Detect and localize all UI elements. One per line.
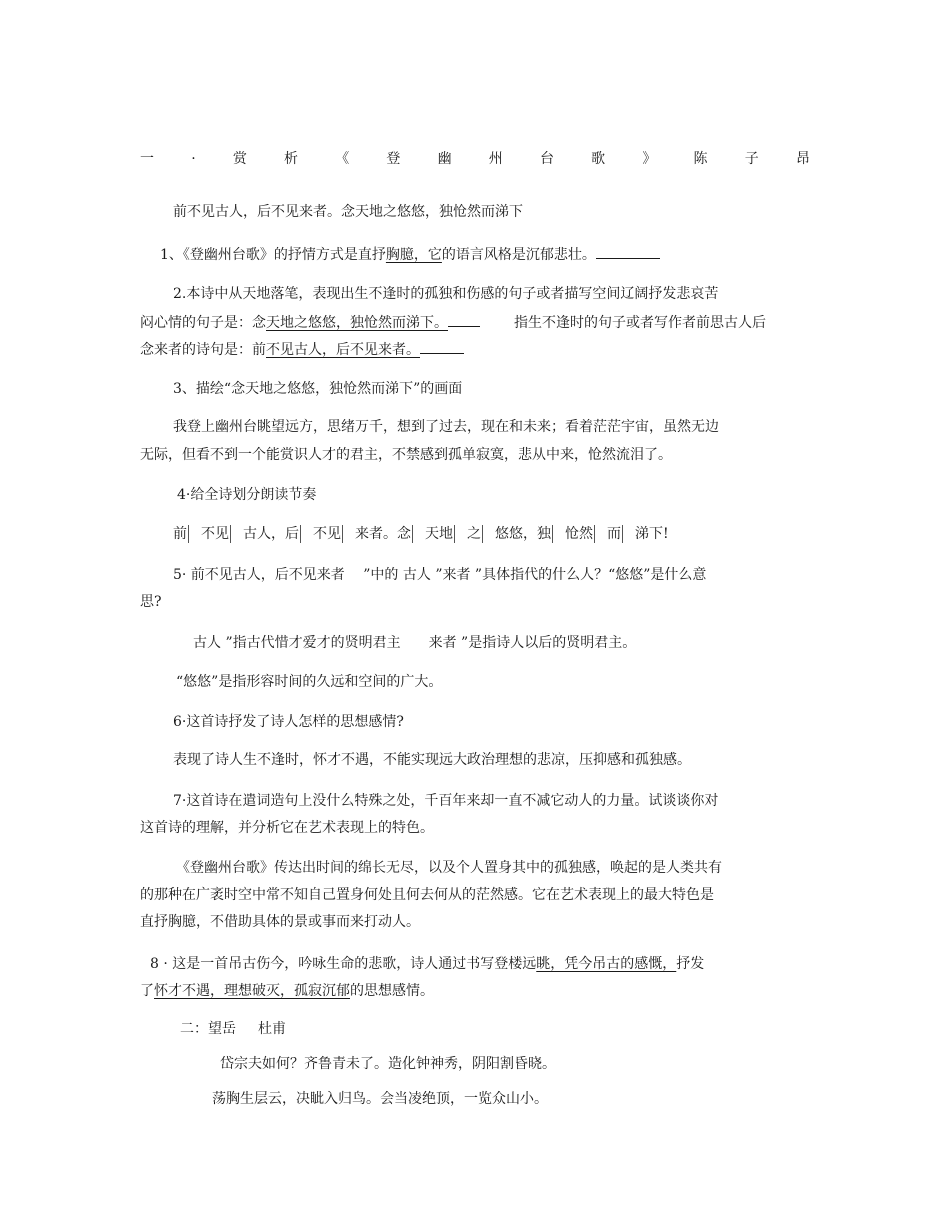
title-char: 赏 (232, 151, 247, 167)
question-4: 4·给全诗划分朗读节奏 (177, 487, 317, 503)
answer-6: 表现了诗人生不逢时，怀才不遇，不能实现远大政治理想的悲凉，压抑感和孤独感。 (173, 752, 691, 768)
answer-7-line-2: 的那种在广袤时空中常不知自己置身何处且何去何从的茫然感。它在艺术表现上的最大特色是 (140, 887, 714, 903)
title-char: 一 (140, 151, 154, 167)
q2-l3-prefix: 念来者的诗句是：前 (140, 342, 266, 358)
question-3: 3、描绘“念天地之悠悠，独怆然而涕下”的画面 (173, 381, 463, 397)
poem-text: 前不见古人，后不见来者。念天地之悠悠，独怆然而涕下 (173, 204, 523, 220)
title-char: 昂 (795, 151, 810, 167)
answer-7-line-1: 《登幽州台歌》传达出时间的绵长无尽，以及个人置身其中的孤独感，唤起的是人类共有 (176, 860, 722, 876)
rhythm-segment: 涕下! (635, 526, 669, 542)
title-char: 州 (488, 151, 503, 167)
q2-answer-blank-2 (420, 339, 464, 354)
answer-3-line-1: 我登上幽州台眺望远方，思绪万千，想到了过去，现在和未来；看着茫茫宇宙，虽然无边 (173, 419, 719, 435)
rhythm-segment: 天地 (425, 526, 453, 542)
q1-answer-blank (596, 244, 660, 259)
question-8-line-2 (140, 982, 434, 1000)
rhythm-segment: 不见 (201, 526, 229, 542)
question-2-line-3 (140, 339, 464, 359)
q8-l2-suffix: 的思想感情。 (350, 983, 434, 999)
q8-answer-underlined-2: 怀才不遇， (154, 983, 224, 999)
title-char: 析 (284, 151, 299, 167)
q2-answer-2: 不见古人，后不见来者。 (266, 342, 420, 358)
q8-text-end: 抒发 (676, 956, 705, 972)
title-char: · (191, 151, 196, 167)
question-6: 6·这首诗抒发了诗人怎样的思想感情? (173, 714, 404, 730)
title-char: 子 (744, 151, 759, 167)
rhythm-segment: 而 (607, 526, 621, 542)
rhythm-segment: 古人，后 (243, 526, 299, 542)
q1-text-mid: 的语言风格是沉郁悲壮。 (441, 247, 596, 263)
answer-3-line-2: 无际，但看不到一个能赏识人才的君主，不禁感到孤单寂寞，悲从中来，怆然流泪了。 (140, 447, 672, 463)
question-7-line-1: 7·这首诗在遣词造句上没什么特殊之处，千百年来却一直不减它动人的力量。试谈谈你对 (173, 793, 719, 809)
q2-answer-1: 天地之悠悠，独怆然而涕下。 (266, 315, 448, 331)
q8-answer-underlined-1: 眺，凭今吊古的感慨， (536, 956, 677, 972)
title-char: 登 (386, 151, 401, 167)
question-2-line-2 (140, 312, 766, 332)
answer-5-line-1: 古人 ”指古代惜才爱才的贤明君主 来者 ”是指诗人以后的贤明君主。 (193, 635, 637, 651)
q1-text-start: 1、《登幽州台歌》的抒情方式是直抒 (160, 247, 386, 263)
question-1 (160, 244, 660, 264)
q8-answer-underlined-3: 理想破灭，孤寂沉郁 (224, 983, 350, 999)
q1-answer-underlined: 胸臆，它 (385, 247, 442, 263)
rhythm-segment: 前 (173, 526, 187, 542)
poem-title: 二：望岳 (180, 1021, 236, 1037)
answer-5-line-2: “悠悠”是指形容时间的久远和空间的广大。 (176, 674, 443, 690)
title-char: 台 (539, 151, 554, 167)
q2-l2-suffix: 指生不逢时的句子或者写作者前思古人后 (514, 315, 766, 331)
title-char: 《 (335, 151, 350, 167)
rhythm-segment: 来者。念 (355, 526, 411, 542)
rhythm-segment: 不见 (313, 526, 341, 542)
question-8-line-1 (150, 955, 704, 973)
q2-l2-prefix: 闷心情的句子是：念 (140, 315, 266, 331)
question-2-line-1: 2.本诗中从天地落笔，表现出生不逢时的孤独和伤感的句子或者描写空间辽阔抒发悲哀苦 (173, 286, 719, 302)
section-2-heading (180, 1020, 286, 1038)
rhythm-segment: 悠悠，独 (495, 526, 551, 542)
question-7-line-2: 这首诗的理解，并分析它在艺术表现上的特色。 (140, 820, 434, 836)
reading-rhythm (173, 525, 669, 543)
q8-l2-prefix: 了 (140, 983, 154, 999)
title-char: 陈 (693, 151, 708, 167)
section-title (140, 150, 810, 168)
poem-author: 杜甫 (258, 1021, 286, 1037)
q8-text-start: 8 · 这是一首吊古伤今，吟咏生命的悲歌，诗人通过书写登楼远 (150, 956, 537, 972)
poem-2-line-2: 荡胸生层云，决眦入归鸟。会当凌绝顶，一览众山小。 (212, 1091, 548, 1107)
poem-2-line-1: 岱宗夫如何？齐鲁青未了。造化钟神秀，阴阳割昏晓。 (220, 1056, 556, 1072)
title-char: 》 (642, 151, 657, 167)
rhythm-segment: 之 (467, 526, 481, 542)
title-char: 幽 (437, 151, 452, 167)
question-5-line-1: 5· 前不见古人，后不见来者 ”中的 古人 ”来者 ”具体指代的什么人？“悠悠”是什么意 (173, 567, 707, 583)
q2-answer-blank-1 (448, 312, 480, 327)
title-char: 歌 (591, 151, 606, 167)
rhythm-segment: 怆然 (565, 526, 593, 542)
question-5-line-2: 思? (140, 594, 162, 610)
answer-7-line-3: 直抒胸臆，不借助具体的景或事而来打动人。 (140, 914, 420, 930)
